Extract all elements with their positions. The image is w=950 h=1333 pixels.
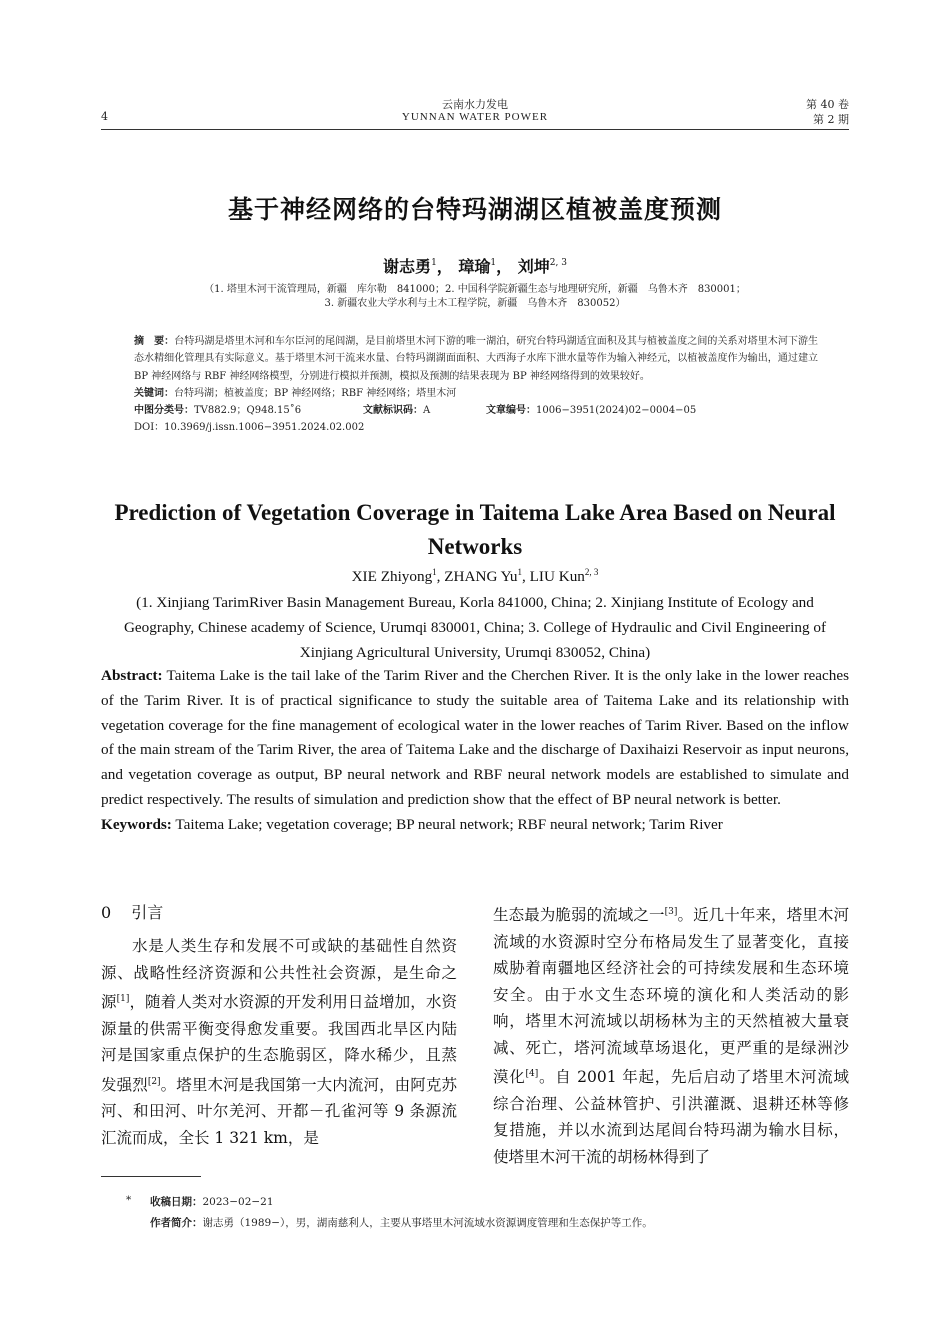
body-text: ，随着人类对水资源的开发利用日益增加，水资源量的供需平衡变得愈发重要。我国西北旱区内陆河是国家重点保护的生态脆弱区，降水稀少，且蒸发强烈 [101,993,457,1094]
doc-code-label: 文献标识码： [363,405,423,417]
volume-label: 第 40 卷 [806,98,849,111]
classification-line [134,402,818,419]
received-label: 收稿日期： [150,1196,203,1208]
citation: [3] [664,907,678,917]
body-column-left [101,933,457,1151]
author-affil-sup: 2, 3 [584,567,599,577]
author-sep: ， [496,257,513,276]
citation: [2] [147,1076,161,1087]
page-title-en: Prediction of Vegetation Coverage in Taitema Lake Area Based on Neural Networks [114,500,836,559]
body-text: 生态最为脆弱的流域之一 [493,906,665,924]
author-name: 谢志勇 [383,257,432,276]
abstract-en-label: Abstract: [101,667,163,684]
affiliation-cn-line: 3. 新疆农业大学水利与土木工程学院，新疆 乌鲁木齐 830052） [324,298,626,309]
article-number [486,402,696,419]
author-bio [150,1215,653,1230]
author-sep: , [522,568,530,586]
body-text: 。近几十年来，塔里木河流域的水资源时空分布格局发生了显著变化，直接威胁着南疆地区经济社会的可持续发展和生态环境安全。由于水文生态环境的演化和人类活动的影响，塔里木河流域以胡杨林为主的天然植被大量衰减、死亡，塔河流域草场退化，更严重的是绿洲沙漠化 [493,906,849,1086]
header-rule [101,129,849,130]
authors-en [0,567,950,586]
abstract-cn-label: 摘 要： [134,336,175,347]
author-name-en: XIE Zhiyong [351,568,433,586]
page-title-cn: 基于神经网络的台特玛湖湖区植被盖度预测 [227,195,722,224]
section-heading [101,900,163,923]
footnote-star: * [126,1194,132,1206]
author-name: 刘坤 [517,257,550,276]
document-code [363,402,430,419]
clc-label: 中图分类号： [134,405,194,417]
author-affil-sup: 2, 3 [549,258,567,268]
keywords-en-text: Taitema Lake; vegetation coverage; BP neural network; RBF neural network; Tarim River [171,815,723,833]
doi: DOI：10.3969/j.issn.1006−3951.2024.02.002 [134,422,365,434]
author-name-en: LIU Kun [529,568,585,586]
body-text: 水是人类生存和发展不可或缺的基础性自然资源、战略性经济资源和公共性社会资源，是生命之源 [101,937,457,1011]
author-sep: , [436,568,445,586]
abstract-en [101,664,849,838]
section-number: 0 [101,903,112,922]
keywords-cn-label: 关键词： [134,387,174,399]
author-affil-sup: 1 [432,567,437,577]
article-number-label: 文章编号： [486,405,536,417]
authors-cn [0,254,950,277]
affiliation-en: (1. Xinjiang TarimRiver Basin Management Bureau, Korla 841000, China; 2. Xinjiang Institute of Ecology and Geography, Chinese academy of Science, Urumqi 830001, China; 3. College of Hydraulic and Civil Engineering of Xinjiang Agricultural University, Urumqi 830052, China) [123,594,827,661]
doc-code-value: A [423,405,431,417]
article-number-value: 1006−3951(2024)02−0004−05 [536,405,697,417]
keywords-cn-text: 台特玛湖；植被盖度；BP 神经网络；RBF 神经网络；塔里木河 [174,387,457,399]
received-value: 2023−02−21 [202,1196,274,1208]
author-affil-sup: 1 [490,258,497,268]
author-affil-sup: 1 [517,567,523,577]
keywords-cn [134,385,818,402]
abstract-cn [134,333,818,436]
body-text: 。塔里木河是我国第一大内流河，由阿克苏河、和田河、叶尔羌河、开都－孔雀河等 9 条源流汇流而成，全长 1 321 km，是 [101,1075,457,1147]
citation: [1] [116,994,130,1004]
section-title: 引言 [131,903,164,922]
abstract-cn-text: 台特玛湖是塔里木河和车尔臣河的尾闾湖，是目前塔里木河下游的唯一湖泊，研究台特玛湖适宜面积及其与植被盖度之间的关系对塔里木河下游生态水精细化管理具有实际意义。基于塔里木河干流来水量、台特玛湖湖面面积、大西海子水库下泄水量等作为输入神经元，以植被盖度作为输出，通过建立 BP 神经网络与 RBF 神经网络模型，分别进行模拟并预测，模拟及预测的结果表现为 BP 神经网络得到的效果较好。 [134,336,819,382]
author-affil-sup: 1 [431,258,437,268]
received-date [150,1194,274,1209]
abstract-en-text: Taitema Lake is the tail lake of the Tarim River and the Cherchen River. It is the only lake in the lower reaches of the Tarim River. It is of practical significance to study the suitable area of Taitema Lake and its relationship with vegetation coverage for the fine management of ecological water in the lower reaches of Tarim River. Based on the inflow of the main stream of the Tarim River, the area of Taitema Lake and the discharge of Daxihaizi Reservoir as input neurons, and vegetation coverage as output, BP neural network and RBF neural network models are established to simulate and predict respectively. The results of simulation and prediction show that the effect of BP neural network is better. [101,667,849,808]
keywords-en-label: Keywords: [101,815,172,833]
bio-value: 谢志勇（1989−），男，湖南慈利人，主要从事塔里木河流域水资源调度管理和生态保护等工作。 [202,1217,653,1229]
page-number: 4 [101,110,108,123]
footnote-rule [101,1176,201,1177]
clc-code [134,402,301,419]
issue-label: 第 2 期 [813,113,849,126]
author-name-en: ZHANG Yu [444,568,518,586]
affiliation-cn-line: （1. 塔里木河干流管理局，新疆 库尔勒 841000；2. 中国科学院新疆生态与地理研究所，新疆 乌鲁木齐 830001； [204,284,746,295]
citation: [4] [525,1069,539,1079]
journal-name-en: YUNNAN WATER POWER [401,111,549,123]
bio-label: 作者简介： [150,1217,203,1229]
body-text: 。自 2001 年起，先后启动了塔里木河流域综合治理、公益林管护、引洪灌溉、退耕还林等修复措施，并以水流到达尾闾台特玛湖为输水目标，使塔里木河干流的胡杨林得到了 [493,1068,849,1166]
journal-name-cn: 云南水力发电 [442,98,508,111]
clc-value: TV882.9；Q948.15˚6 [194,405,302,417]
body-column-right [493,899,849,1170]
author-sep: ， [436,257,453,276]
keywords-en [101,813,849,838]
author-name: 璋瑜 [458,257,491,276]
